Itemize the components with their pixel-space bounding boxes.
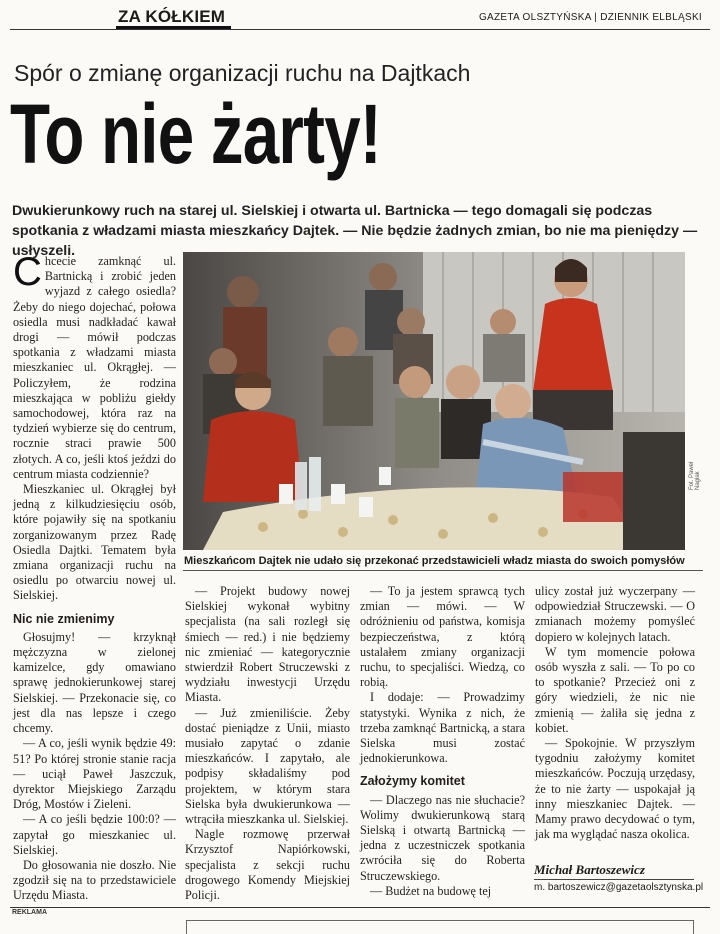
photo-credit: Fot. Paweł Nagłak bbox=[689, 461, 701, 490]
column-4 bbox=[535, 584, 695, 842]
paragraph: — To ja jestem sprawcą tych zmian — mówi. — W odróżnieniu od państwa, komisja bezpieczeństwa, z którą ustalałem zmiany organizacji ruchu, to specjaliści. Wiedzą, co robią. bbox=[360, 584, 525, 690]
subheading: Założymy komitet bbox=[360, 774, 465, 789]
advertisement-box bbox=[186, 920, 694, 934]
article-photo bbox=[183, 252, 685, 550]
paragraph: — Już zmieniliście. Żeby dostać pieniądze z Unii, miasto musiało zapytać o zdanie mieszkańców. I zapytało, ale podpisy składaliśmy pod projektem, w którym stara Sielska była dwukierunkowa — wtrąciła mieszkanka ul. Sielskiej. bbox=[185, 705, 350, 827]
advertisement-tag: REKLAMA bbox=[12, 909, 47, 916]
column-3 bbox=[360, 584, 525, 899]
paragraph: ulicy został już wyczerpany — odpowiedział Struczewski. — O zmianach możemy pomyśleć dopiero w kolejnych latach. bbox=[535, 584, 695, 644]
paragraph: — Budżet na budowę tej bbox=[370, 883, 492, 898]
caption-rule bbox=[183, 570, 703, 571]
column-1 bbox=[13, 250, 176, 904]
paragraph: — Projekt budowy nowej Sielskiej wykonał wybitny specjalista (na sali rozległ się śmiech — red.) i nie będziemy nic zmieniać — kategorycznie stwierdził Robert Struczewski z wydziału inwestycji Urzędu Miasta. bbox=[185, 584, 350, 705]
paragraph: Do głosowania nie doszło. Nie zgodził się na to przedstawiciele Urzędu Miasta. bbox=[13, 857, 176, 903]
paragraph: Nagle rozmowę przerwał Krzysztof Napiórkowski, specjalista z sekcji ruchu drogowego Komendy Miejskiej Policji. bbox=[185, 827, 350, 903]
paragraph: — Dlaczego nas nie słuchacie? Wolimy dwukierunkową starą Sielską i otwartą Bartnicką — jedna z uczestniczek spotkania zwróciła się do Roberta Struczewskiego. bbox=[360, 792, 525, 883]
paragraph: — A co jeśli będzie 100:0? — zapytał go mieszkaniec ul. Sielskiej. bbox=[13, 812, 176, 857]
paragraph: Chcecie zamknąć ul. Bartnicką i zrobić jeden wyjazd z całego osiedla? Żeby do niego dojechać, połowa osiedla musi nadkładać kawał drogi — mówił podczas spotkania z władzami miasta mieszkaniec ul. Okrągłej. — Policzyłem, że rodzina mieszkająca w pobliżu giełdy samochodowej, która raz na tydzień wybierze się do centrum, rocznie straci prawie 500 złotych. A co, jeśli ktoś jeździ do centrum miasta codziennie? bbox=[13, 250, 176, 481]
paragraph: — A co, jeśli wynik będzie 49: 51? Po której stronie stanie racja — uciął Paweł Jaszczuk, dyrektor Miejskiego Zarządu Dróg, Mostów i Zieleni. bbox=[13, 736, 176, 812]
publication-names: GAZETA OLSZTYŃSKA | DZIENNIK ELBLĄSKI bbox=[478, 12, 702, 23]
paragraph: W tym momencie połowa osób wyszła z sali. — To po co to spotkanie? Przecież oni z góry wiedzieli, że nic nie zmienią — żaliła się jedna z kobiet. bbox=[535, 644, 695, 735]
column-2 bbox=[185, 584, 350, 903]
article-lead: Dwukierunkowy ruch na starej ul. Sielskiej i otwarta ul. Bartnicka — tego domagali się podczas spotkania z władzami miasta mieszkańcy Dajtek. — Nie będzie żadnych zmian, bo nie ma pieniędzy — usłyszeli. bbox=[12, 203, 698, 259]
section-label: ZA KÓŁKIEM bbox=[118, 7, 226, 26]
paragraph: Mieszkaniec ul. Okrągłej był jedną z kilkudziesięciu osób, które pojawiły się na spotkaniu zorganizowanym przez Radę Osiedla Dajtki. Tematem była zmiana organizacji ruchu na osiedlu po otwarciu nowej ul. Sielskiej. bbox=[13, 482, 176, 603]
meeting-photo-illustration bbox=[183, 252, 685, 550]
header-rule bbox=[10, 29, 710, 30]
article-kicker: Spór o zmianę organizacji ruchu na Dajtkach bbox=[14, 60, 471, 86]
photo-caption: Mieszkańcom Dajtek nie udało się przekonać przedstawicieli władz miasta do swoich pomysłów bbox=[184, 555, 685, 567]
drop-cap: C bbox=[13, 250, 42, 294]
paragraph: I dodaje: — Prowadzimy statystyki. Wynika z nich, że trzeba zamknąć Bartnicką, a stara Sielska musi zostać jednokierunkowa. bbox=[360, 690, 525, 766]
author-byline: Michał Bartoszewicz bbox=[534, 862, 645, 877]
article-headline: To nie żarty! bbox=[10, 87, 381, 181]
page-header bbox=[10, 4, 710, 28]
byline-rule bbox=[534, 879, 694, 880]
subheading: Nic nie zmienimy bbox=[13, 611, 115, 626]
paragraph: — Spokojnie. W przyszłym tygodniu założymy komitet mieszkańców. Poczują urzędasy, że to nie żarty — uspokajał ją inny mieszkaniec Dajtek. — Mamy prawo decydować o tym, jak ma wyglądać nasza okolica. bbox=[535, 736, 695, 842]
author-email[interactable]: m. bartoszewicz@gazetaolsztynska.pl bbox=[534, 882, 704, 893]
footer-rule bbox=[10, 907, 710, 908]
paragraph: Głosujmy! — krzyknął mężczyzna w zielonej kamizelce, gdy omawiano sprawę jednokierunkowej starej Sielskiej. — Przekonacie się, co jest dla nas lepsze i czego chcemy. bbox=[13, 629, 176, 736]
